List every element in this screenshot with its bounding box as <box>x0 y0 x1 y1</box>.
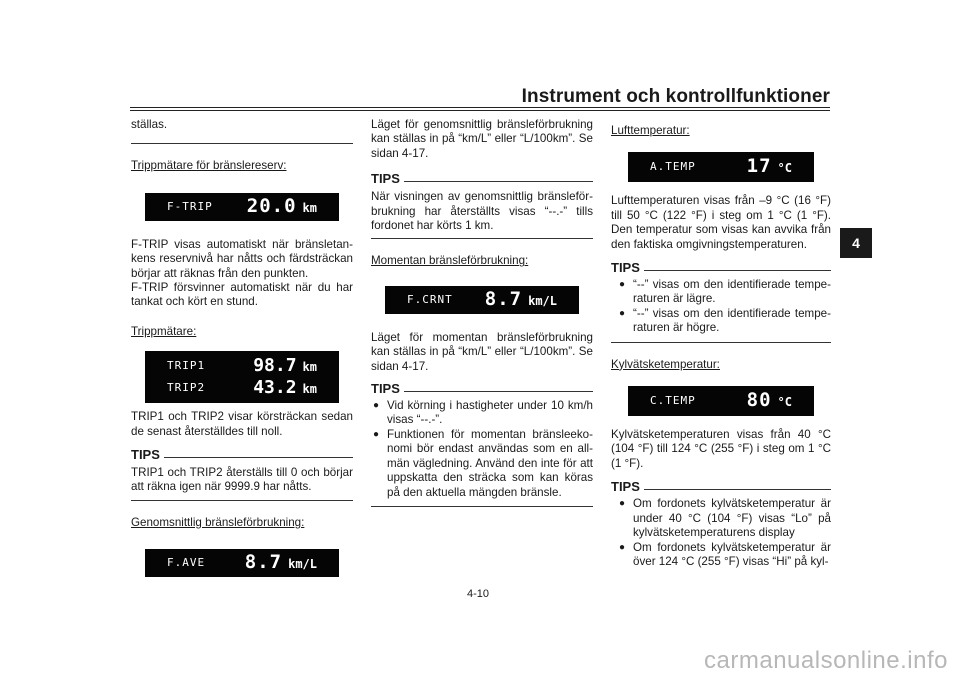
tips-heading <box>371 381 593 396</box>
display-reading <box>746 155 792 178</box>
display-unit: km/L <box>528 293 557 308</box>
list-item: ● “--” visas om den identifierade temperaturen är lägre. <box>619 278 831 306</box>
display-value: 43.2 <box>253 376 297 398</box>
paragraph: TRIP1 och TRIP2 visar körsträckan sedan de senast återställdes till noll. <box>131 410 353 438</box>
header-rule-top <box>130 107 830 108</box>
tips-heading <box>131 447 353 462</box>
display-label: F.CRNT <box>407 292 453 306</box>
display-unit: km <box>302 381 317 396</box>
paragraph: ställas. <box>131 118 168 131</box>
display-label: C.TEMP <box>650 393 696 407</box>
display-value: 20.0 <box>246 194 297 217</box>
display-ftrip <box>145 193 339 221</box>
section-heading-tripmeter: Trippmätare: <box>131 324 197 338</box>
paragraph: Läget för momentan bränsleförbrukning kan ställas in på “km/L” eller “L/100km”. Se sidan 4-17. <box>371 330 593 373</box>
tips-heading <box>371 171 593 186</box>
tips-label: TIPS <box>371 171 400 187</box>
display-atemp <box>628 152 814 182</box>
display-fave <box>145 549 339 577</box>
tips-list <box>611 278 831 336</box>
list-item: ● Om fordonets kylvätsketemperatur är under 40 °C (104 °F) visas “Lo” på kylvätsketemperaturens display <box>619 497 831 540</box>
paragraph: Lufttemperaturen visas från –9 °C (16 °F) till 50 °C (122 °F) i steg om 1 °C (1 °F). Den temperatur som visas kan avvika från den faktiska omgivningstemperaturen. <box>611 194 831 251</box>
display-label: F.AVE <box>167 556 206 570</box>
tips-heading <box>611 479 831 494</box>
list-item: ● Om fordonets kylvätsketemperatur är över 124 °C (255 °F) visas “Hi” på kyl- <box>619 540 831 568</box>
display-fcrnt <box>385 286 579 314</box>
column-1 <box>131 118 353 577</box>
column-2 <box>371 118 593 507</box>
display-unit: km <box>302 200 317 215</box>
display-value: 8.7 <box>484 287 523 310</box>
display-label: A.TEMP <box>650 160 696 174</box>
header-rule-bottom <box>130 110 830 111</box>
paragraph: F-TRIP visas automatiskt när bränsletankens reservnivå har nåtts och färdsträckan börjar att räknas från den punkten. <box>131 237 353 280</box>
tips-list <box>611 497 831 569</box>
display-value: 17 <box>746 155 772 178</box>
list-item-text: “--” visas om den identifierade temperaturen är lägre. <box>633 278 831 306</box>
display-row-trip2 <box>167 377 317 399</box>
list-item: ● “--” visas om den identifierade temperaturen är högre. <box>619 306 831 335</box>
display-label: F-TRIP <box>167 199 213 213</box>
display-reading <box>246 194 317 217</box>
section-heading-average-consumption: Genomsnittlig bränsleförbrukning: <box>131 515 305 529</box>
column-3 <box>611 118 831 569</box>
display-reading <box>253 354 317 376</box>
list-item-text: Funktionen för momentan bränsleekonomi bör endast användas som en allmän vägledning. Använd den inte för att uppskatta den sträcka som kan köras på den aktuella mängden bränsle. <box>387 427 593 499</box>
tips-rule <box>371 506 593 507</box>
paragraph: F-TRIP försvinner automatiskt när du har tankat och kört en stund. <box>131 281 353 309</box>
display-reading <box>484 287 557 310</box>
display-trip <box>145 351 339 403</box>
tips-rule <box>131 500 353 501</box>
tips-label: TIPS <box>611 260 640 276</box>
tips-list <box>371 399 593 500</box>
display-row-trip1 <box>167 355 317 377</box>
paragraph: Kylvätsketemperaturen visas från 40 °C (104 °F) till 124 °C (255 °F) i steg om 1 °C (1 °F). <box>611 428 831 470</box>
tips-label: TIPS <box>131 447 160 463</box>
tips-label: TIPS <box>611 479 640 495</box>
list-item-text: Om fordonets kylvätsketemperatur är över 124 °C (255 °F) visas “Hi” på kyl- <box>633 540 831 568</box>
section-heading-coolant-temperature: Kylvätsketemperatur: <box>611 357 720 371</box>
list-item: ● Funktionen för momentan bränsleekonomi bör endast användas som en allmän vägledning. Använd den inte för att uppskatta den sträcka som kan köras på den aktuella mängden bränsle. <box>373 427 593 499</box>
page-number: 4-10 <box>467 588 490 600</box>
paragraph: Läget för genomsnittlig bränsleförbrukning kan ställas in på “km/L” eller “L/100km”. Se sidan 4-17. <box>371 118 593 160</box>
chapter-tab: 4 <box>840 228 872 258</box>
tips-text: När visningen av genomsnittlig bränsleförbrukning har återställts visas “--.-” tills fordonet har körts 1 km. <box>371 190 593 233</box>
display-value: 80 <box>746 388 772 411</box>
tips-label: TIPS <box>371 381 400 397</box>
section-heading-instant-consumption: Momentan bränsleförbrukning: <box>371 254 529 268</box>
tips-rule <box>371 238 593 239</box>
section-heading-air-temperature: Lufttemperatur: <box>611 124 690 137</box>
page-header-title: Instrument och kontrollfunktioner <box>521 86 830 107</box>
list-item: ● Vid körning i hastigheter under 10 km/h visas “--.-”. <box>373 399 593 427</box>
display-unit: °C <box>777 161 792 176</box>
display-reading <box>244 551 317 574</box>
list-item-text: Vid körning i hastigheter under 10 km/h visas “--.-”. <box>387 399 593 427</box>
watermark: carmanualsonline.info <box>704 647 948 674</box>
list-item-text: Om fordonets kylvätsketemperatur är under 40 °C (104 °F) visas “Lo” på kylvätsketemperaturens display <box>633 497 831 540</box>
section-rule <box>131 143 353 144</box>
display-value: 8.7 <box>244 551 283 574</box>
display-unit: km <box>302 359 317 374</box>
display-reading <box>253 376 317 398</box>
tips-rule <box>611 342 831 343</box>
list-item-text: “--” visas om den identifierade temperaturen är högre. <box>633 306 831 335</box>
display-value: 98.7 <box>253 354 297 376</box>
tips-text: TRIP1 och TRIP2 återställs till 0 och börjar att räkna igen när 9999.9 har nåtts. <box>131 466 353 494</box>
display-unit: km/L <box>288 557 317 572</box>
tips-heading <box>611 260 831 275</box>
section-heading-fuel-reserve-trip: Trippmätare för bränslereserv: <box>131 159 287 173</box>
display-ctemp <box>628 386 814 416</box>
display-unit: °C <box>777 394 792 409</box>
display-label: TRIP1 <box>167 359 206 373</box>
display-reading <box>746 388 792 411</box>
display-label: TRIP2 <box>167 381 206 395</box>
